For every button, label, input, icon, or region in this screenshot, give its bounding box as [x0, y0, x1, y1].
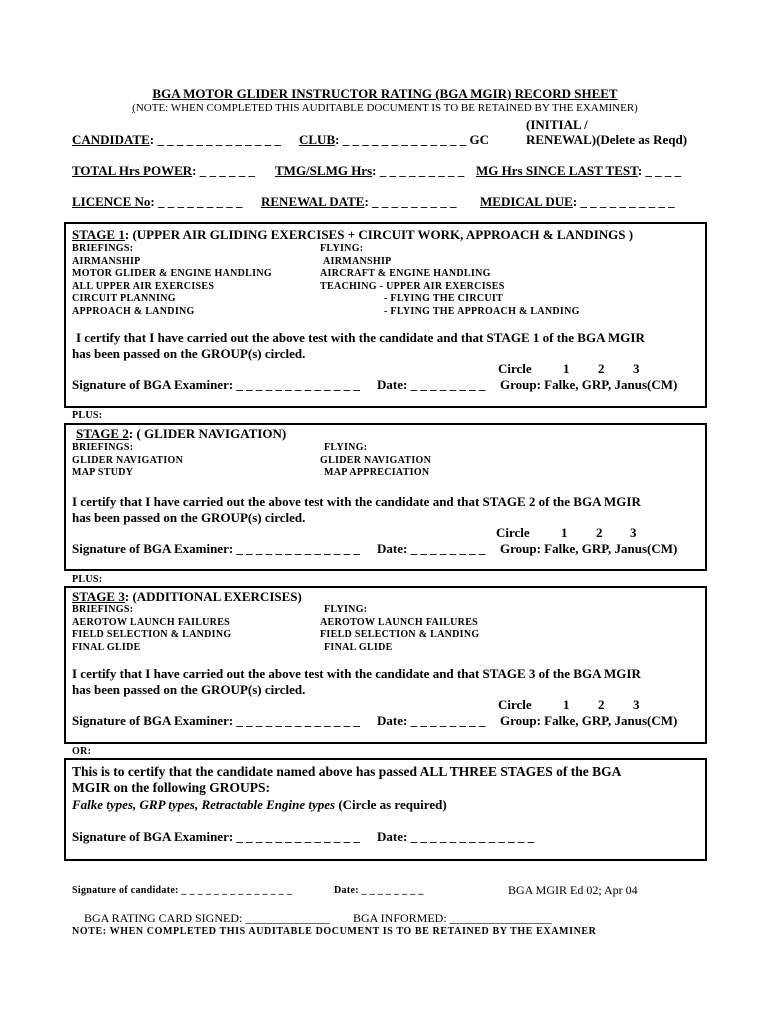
renewal-label: RENEWAL)(Delete as Reqd) — [526, 132, 688, 147]
stage1-circle-2[interactable]: 2 — [598, 361, 605, 376]
stage2-circle-1[interactable]: 1 — [561, 525, 568, 540]
stage2-briefings: BRIEFINGS: GLIDER NAVIGATION MAP STUDY — [72, 442, 184, 479]
final-groups[interactable]: Falke types, GRP types, Retractable Engine types (Circle as required) — [72, 797, 447, 812]
final-line1: This is to certify that the candidate named above has passed ALL THREE STAGES of the BGA — [72, 764, 622, 779]
form-title: BGA MOTOR GLIDER INSTRUCTOR RATING (BGA MGIR) RECORD SHEET — [152, 86, 618, 101]
stage2-flying: FLYING: GLIDER NAVIGATION MAP APPRECIATION — [320, 442, 432, 479]
stage3-circle-3[interactable]: 3 — [633, 697, 640, 712]
total-hrs-field[interactable]: TOTAL Hrs POWER: _ _ _ _ _ _ — [72, 163, 255, 178]
stage1-circle-label: Circle — [498, 361, 532, 376]
licence-field[interactable]: LICENCE No: _ _ _ _ _ _ _ _ _ — [72, 194, 243, 209]
stage1-flying: FLYING: AIRMANSHIP AIRCRAFT & ENGINE HANDLING TEACHING - UPPER AIR EXERCISES - FLYING THE CIRCUIT - FLYING THE APPROACH & LANDING — [320, 243, 580, 317]
stage3-flying: FLYING: AEROTOW LAUNCH FAILURES FIELD SELECTION & LANDING FINAL GLIDE — [320, 604, 480, 653]
initial-label: (INITIAL / — [526, 117, 588, 132]
stage3-briefings: BRIEFINGS: AEROTOW LAUNCH FAILURES FIELD SELECTION & LANDING FINAL GLIDE — [72, 604, 232, 653]
final-line2: MGIR on the following GROUPS: — [72, 780, 271, 795]
stage3-date[interactable]: Date: _ _ _ _ _ _ _ _ — [377, 713, 486, 728]
stage3-group: Group: Falke, GRP, Janus(CM) — [500, 713, 678, 728]
tmg-hrs-field[interactable]: TMG/SLMG Hrs: _ _ _ _ _ _ _ _ _ — [275, 163, 465, 178]
footer-note: NOTE: WHEN COMPLETED THIS AUDITABLE DOCUMENT IS TO BE RETAINED BY THE EXAMINER — [72, 926, 597, 937]
stage1-certify: I certify that I have carried out the above test with the candidate and that STAGE 1 of the BGA MGIR — [76, 330, 645, 345]
stage1-passed: has been passed on the GROUP(s) circled. — [72, 346, 306, 361]
plus-label-2: PLUS: — [72, 574, 103, 585]
stage2-passed: has been passed on the GROUP(s) circled. — [72, 510, 306, 525]
edition-label: BGA MGIR Ed 02; Apr 04 — [508, 883, 638, 897]
stage3-heading: STAGE 3: (ADDITIONAL EXERCISES) — [72, 589, 302, 604]
stage1-signature[interactable]: Signature of BGA Examiner: _ _ _ _ _ _ _ _ _ _ _ _ _ — [72, 377, 360, 392]
stage3-certify: I certify that I have carried out the above test with the candidate and that STAGE 3 of the BGA MGIR — [72, 666, 641, 681]
header-note: (NOTE: WHEN COMPLETED THIS AUDITABLE DOCUMENT IS TO BE RETAINED BY THE EXAMINER) — [132, 102, 638, 114]
stage1-circle-1[interactable]: 1 — [563, 361, 570, 376]
final-date[interactable]: Date: _ _ _ _ _ _ _ _ _ _ _ _ _ — [377, 829, 535, 844]
stage1-briefings: BRIEFINGS: AIRMANSHIP MOTOR GLIDER & ENGINE HANDLING ALL UPPER AIR EXERCISES CIRCUIT PLANNING APPROACH & LANDING — [72, 243, 272, 317]
stage3-signature[interactable]: Signature of BGA Examiner: _ _ _ _ _ _ _ _ _ _ _ _ _ — [72, 713, 360, 728]
renewal-date-field[interactable]: RENEWAL DATE: _ _ _ _ _ _ _ _ _ — [261, 194, 457, 209]
candidate-field[interactable]: CANDIDATE: _ _ _ _ _ _ _ _ _ _ _ _ _ — [72, 132, 281, 147]
final-signature[interactable]: Signature of BGA Examiner: _ _ _ _ _ _ _ _ _ _ _ _ _ — [72, 829, 360, 844]
stage2-certify: I certify that I have carried out the above test with the candidate and that STAGE 2 of the BGA MGIR — [72, 494, 641, 509]
stage1-heading: STAGE 1: (UPPER AIR GLIDING EXERCISES + CIRCUIT WORK, APPROACH & LANDINGS ) — [72, 227, 634, 242]
stage2-date[interactable]: Date: _ _ _ _ _ _ _ _ — [377, 541, 486, 556]
stage1-date[interactable]: Date: _ _ _ _ _ _ _ _ — [377, 377, 486, 392]
or-label: OR: — [72, 746, 92, 757]
stage3-circle-2[interactable]: 2 — [598, 697, 605, 712]
stage2-signature[interactable]: Signature of BGA Examiner: _ _ _ _ _ _ _ _ _ _ _ _ _ — [72, 541, 360, 556]
stage2-circle-2[interactable]: 2 — [596, 525, 603, 540]
bga-informed[interactable]: BGA INFORMED: _________________ — [353, 911, 552, 925]
club-field[interactable]: CLUB: _ _ _ _ _ _ _ _ _ _ _ _ _ GC — [299, 132, 489, 147]
stage2-group: Group: Falke, GRP, Janus(CM) — [500, 541, 678, 556]
medical-due-field[interactable]: MEDICAL DUE: _ _ _ _ _ _ _ _ _ _ — [480, 194, 675, 209]
mg-hrs-field[interactable]: MG Hrs SINCE LAST TEST: _ _ _ _ — [476, 163, 682, 178]
stage1-circle-3[interactable]: 3 — [633, 361, 640, 376]
stage3-circle-label: Circle — [498, 697, 532, 712]
candidate-signature[interactable]: Signature of candidate: _ _ _ _ _ _ _ _ _ _ _ _ _ _ — [72, 885, 293, 896]
rating-card-signed[interactable]: BGA RATING CARD SIGNED: ______________ — [84, 911, 330, 925]
plus-label-1: PLUS: — [72, 410, 103, 421]
stage3-circle-1[interactable]: 1 — [563, 697, 570, 712]
candidate-date[interactable]: Date: _ _ _ _ _ _ _ _ — [334, 885, 424, 896]
stage2-heading: STAGE 2: ( GLIDER NAVIGATION) — [76, 426, 287, 441]
stage1-group: Group: Falke, GRP, Janus(CM) — [500, 377, 678, 392]
stage2-circle-3[interactable]: 3 — [630, 525, 637, 540]
stage2-circle-label: Circle — [496, 525, 530, 540]
stage3-passed: has been passed on the GROUP(s) circled. — [72, 682, 306, 697]
